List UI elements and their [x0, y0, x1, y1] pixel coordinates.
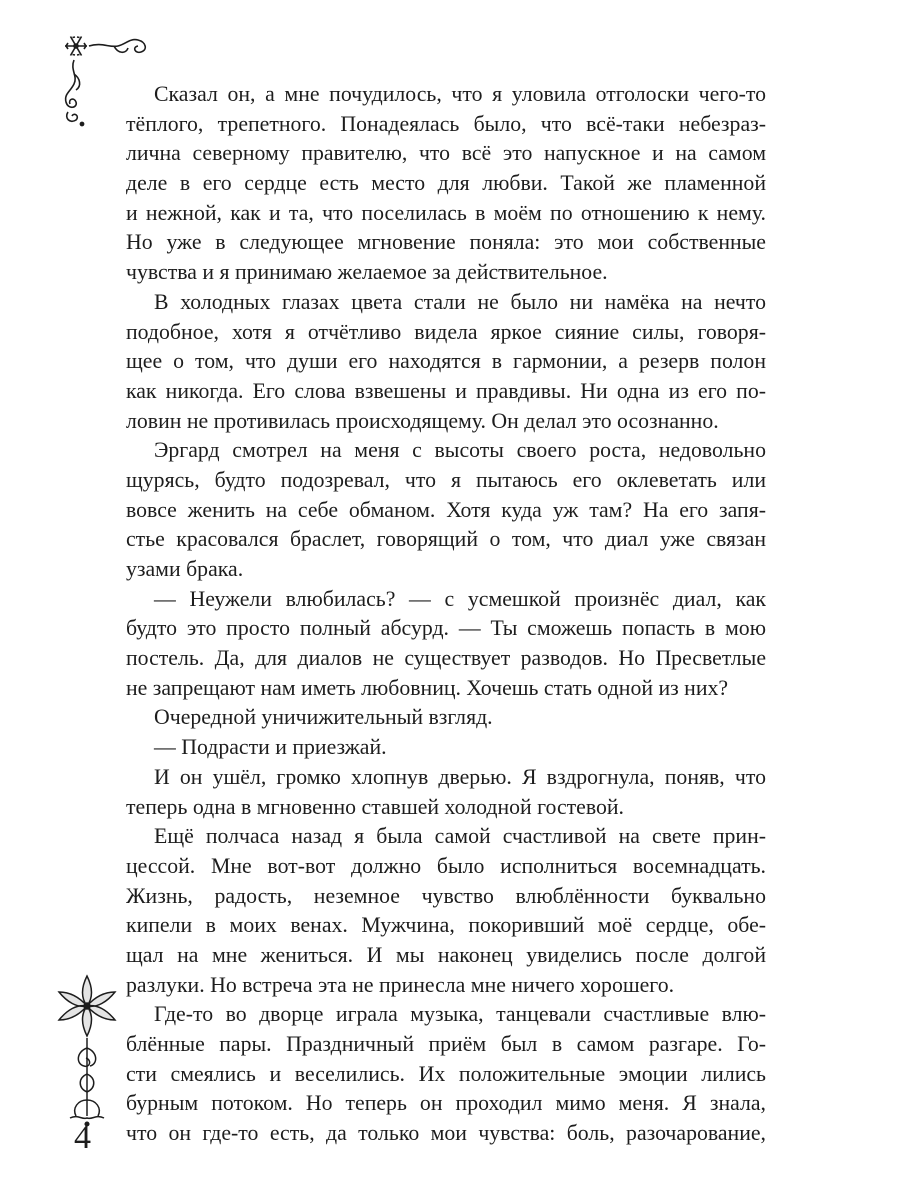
text-line: Сказал он, а мне почудилось, что я уловила отголоски чего-то	[154, 82, 766, 106]
text-line: будто это просто полный абсурд. — Ты сможешь попасть в мою	[126, 616, 766, 641]
paragraph	[126, 733, 766, 763]
text-line: теперь одна в мгновенно ставшей холодной гостевой.	[126, 794, 624, 819]
text-line: узами брака.	[126, 557, 244, 581]
text-line: чувства и я принимаю желаемое за действительное.	[126, 260, 608, 285]
text-line: лична северному правителю, что всё это напускное и на самом	[126, 141, 766, 166]
text-line: цессой. Мне вот-вот должно было исполниться восемнадцать.	[126, 853, 766, 878]
paragraph	[126, 703, 766, 733]
text-line: Очередной уничижительный взгляд.	[154, 705, 493, 730]
text-line: щурясь, будто подозревал, что я пытаюсь его оклеветать или	[126, 467, 766, 492]
text-line: деле в его сердце есть место для любви. Такой же пламенной	[126, 171, 766, 196]
paragraph	[126, 80, 766, 288]
text-line: щее о том, что души его находятся в гармонии, а резерв полон	[126, 349, 766, 374]
text-line: — Подрасти и приезжай.	[154, 735, 387, 760]
text-line: Эргард смотрел на меня с высоты своего роста, недовольно	[154, 438, 766, 463]
text-line: ловин не противилась происходящему. Он делал это осознанно.	[126, 408, 719, 433]
text-line: стье красовался браслет, говорящий о том, что диал уже связан	[126, 527, 766, 552]
paragraph	[126, 436, 766, 584]
snowflake-icon	[65, 37, 87, 56]
text-line: бурным потоком. Но теперь он проходил мимо меня. Я знала,	[126, 1091, 766, 1116]
flourish-left	[66, 60, 77, 107]
text-line: и нежной, как и та, что поселилась в моём по отношению к нему.	[126, 200, 766, 225]
page-number: 4	[74, 1119, 91, 1156]
text-line: кипели в моих венах. Мужчина, покоривший моё сердце, обе-	[126, 913, 766, 938]
text-line: как никогда. Его слова взвешены и правдивы. Ни одна из его по-	[126, 378, 766, 403]
text-line: Ещё полчаса назад я была самой счастливой на свете прин-	[154, 824, 766, 849]
text-line: Жизнь, радость, неземное чувство влюблённости буквально	[126, 883, 766, 908]
side-ornament	[52, 966, 122, 1131]
text-line: Где-то во дворце играла музыка, танцевали счастливые влю-	[154, 1002, 766, 1027]
text-line: В холодных глазах цвета стали не было ни намёка на нечто	[154, 289, 766, 314]
text-line: подобное, хотя я отчётливо видела яркое сияние силы, говоря-	[126, 319, 766, 344]
snowflake-icon	[59, 976, 115, 1036]
text-line: тёплого, трепетного. Понадеялась было, что всё-таки небезраз-	[126, 111, 766, 136]
text-line: Но уже в следующее мгновение поняла: это мои собственные	[126, 230, 766, 255]
text-line: блённые пары. Праздничный приём был в самом разгаре. Го-	[126, 1032, 766, 1056]
text-line: постель. Да, для диалов не существует разводов. Но Пресветлые	[126, 646, 766, 671]
body-text	[126, 80, 766, 1149]
text-line: что он где-то есть, да только мои чувства: боль, разочарование,	[126, 1121, 766, 1146]
paragraph	[126, 1000, 766, 1148]
text-line: — Неужели влюбилась? — с усмешкой произнёс диал, как	[154, 586, 766, 611]
text-line: И он ушёл, громко хлопнув дверью. Я вздрогнула, поняв, что	[154, 764, 766, 789]
text-line: не запрещают нам иметь любовниц. Хочешь стать одной из них?	[126, 675, 729, 700]
paragraph	[126, 585, 766, 704]
paragraph	[126, 822, 766, 1000]
text-line: вовсе женить на себе обманом. Хотя куда уж там? На его запя-	[126, 497, 766, 522]
text-line: сти смеялись и веселились. Их положительные эмоции лились	[126, 1061, 766, 1086]
text-line: разлуки. Но встреча эта не принесла мне ничего хорошего.	[126, 972, 675, 997]
text-line: щал на мне жениться. И мы наконец увиделись после долгой	[126, 942, 766, 967]
paragraph	[126, 763, 766, 822]
paragraph	[126, 288, 766, 436]
